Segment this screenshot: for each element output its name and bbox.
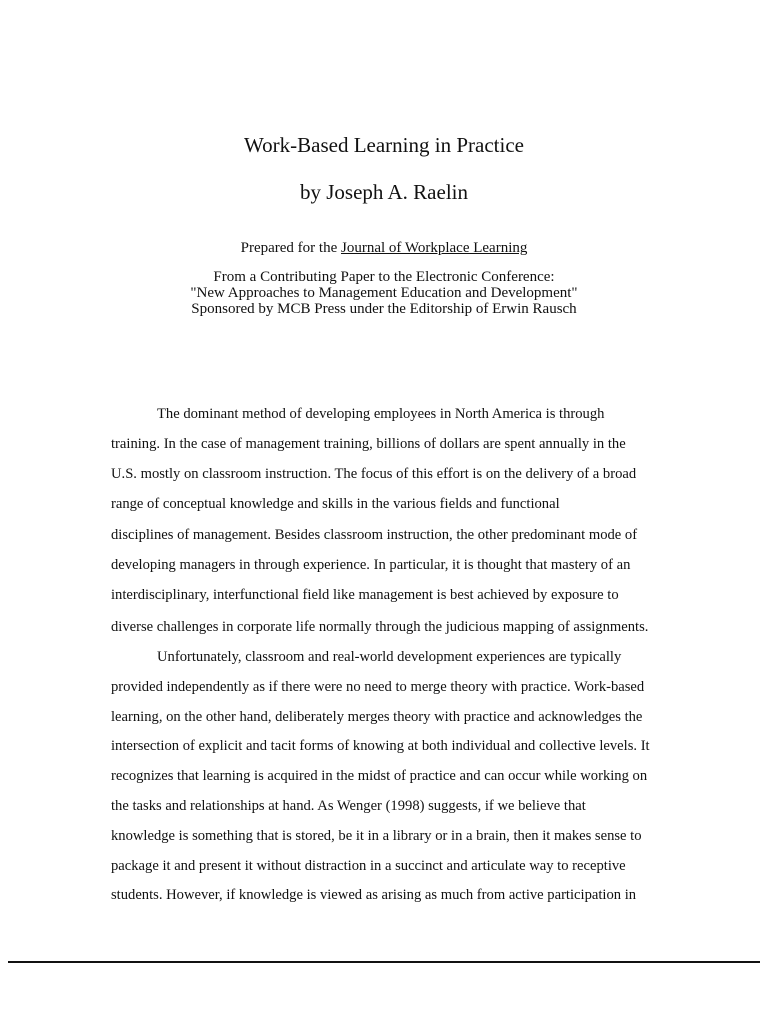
body-line: the tasks and relationships at hand. As Wenger (1998) suggests, if we believe that bbox=[111, 798, 586, 814]
conference-name-line: "New Approaches to Management Education and Development" bbox=[190, 285, 578, 301]
body-line: U.S. mostly on classroom instruction. The focus of this effort is on the delivery of a broad bbox=[111, 466, 637, 482]
bottom-rule bbox=[8, 961, 760, 963]
body-line: developing managers in through experience. In particular, it is thought that mastery of an bbox=[111, 557, 631, 573]
contribution-line: From a Contributing Paper to the Electronic Conference: bbox=[213, 269, 555, 285]
body-line: recognizes that learning is acquired in the midst of practice and can occur while working on bbox=[111, 768, 648, 784]
body-line: package it and present it without distraction in a succinct and articulate way to receptive bbox=[111, 858, 626, 874]
body-line: students. However, if knowledge is viewed as arising as much from active participation in bbox=[111, 887, 637, 903]
document-author: by Joseph A. Raelin bbox=[300, 180, 468, 204]
body-line: interdisciplinary, interfunctional field like management is best achieved by exposure to bbox=[111, 587, 619, 603]
prepared-for-line bbox=[0, 240, 768, 256]
document-title: Work-Based Learning in Practice bbox=[244, 133, 524, 157]
body-line: intersection of explicit and tacit forms of knowing at both individual and collective levels. It bbox=[111, 738, 650, 754]
body-line: Unfortunately, classroom and real-world development experiences are typically bbox=[157, 649, 622, 665]
sponsor-line: Sponsored by MCB Press under the Editorship of Erwin Rausch bbox=[191, 301, 577, 317]
body-line: provided independently as if there were no need to merge theory with practice. Work-based bbox=[111, 679, 645, 695]
body-line: The dominant method of developing employees in North America is through bbox=[157, 406, 605, 422]
body-line: learning, on the other hand, deliberately merges theory with practice and acknowledges the bbox=[111, 709, 643, 725]
prepared-for-prefix: Prepared for the bbox=[240, 240, 341, 256]
body-line: knowledge is something that is stored, be it in a library or in a brain, then it makes sense to bbox=[111, 828, 642, 844]
body-line: diverse challenges in corporate life normally through the judicious mapping of assignments. bbox=[111, 619, 649, 635]
body-line: training. In the case of management training, billions of dollars are spent annually in the bbox=[111, 436, 626, 452]
body-line: range of conceptual knowledge and skills in the various fields and functional bbox=[111, 496, 560, 512]
journal-name: Journal of Workplace Learning bbox=[341, 240, 528, 256]
body-line: disciplines of management. Besides classroom instruction, the other predominant mode of bbox=[111, 527, 638, 543]
